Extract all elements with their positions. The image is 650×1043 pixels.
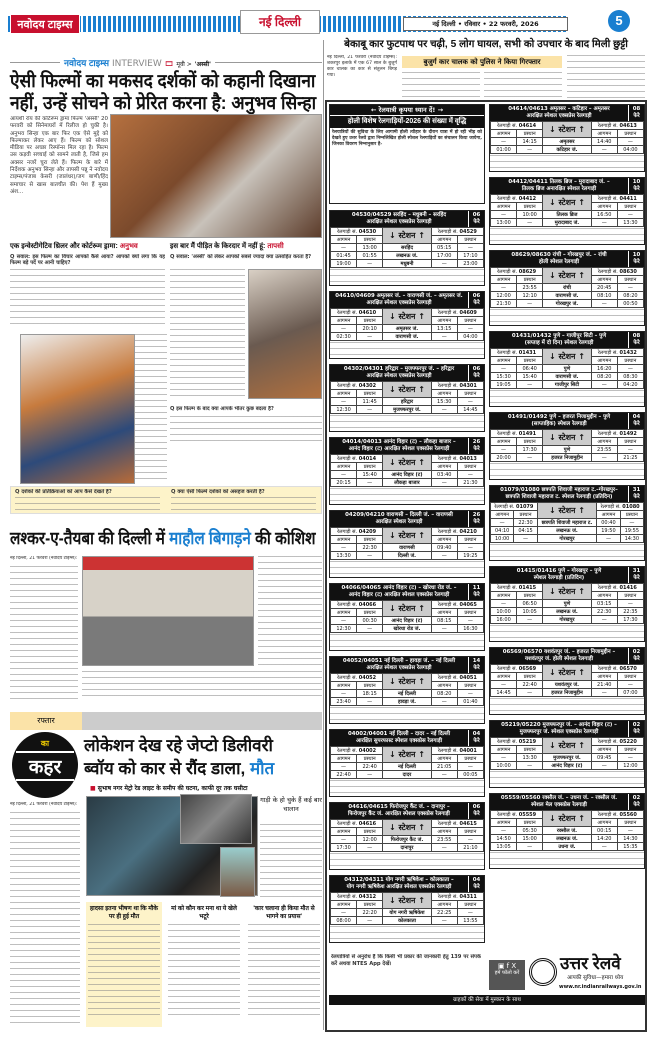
- train-header: 04052/04051 नई दिल्ली – हावड़ा जं. – नई दिल्ली आरक्षित स्पेशल एक्सप्रेस रेलगाड़ी 14 फेरे: [330, 657, 484, 673]
- social-icons[interactable]: ▣ f X: [497, 962, 517, 970]
- arrow-down-icon: ↓: [388, 385, 396, 394]
- train-05219-05220: [489, 720, 645, 788]
- train-notes: [330, 926, 484, 942]
- train-header: 04312/04311 योग नगरी ऋषिकेश – कोलकाता – योग नगरी ऋषिकेश आरक्षित स्पेशल एक्सप्रेस रेलगाड़ी 04 फेरे: [330, 876, 484, 892]
- arrow-down-icon: ↓: [388, 823, 396, 832]
- masthead: [8, 10, 638, 34]
- train-header: 01415/01416 पुणे – गोरखपुर – पुणे स्पेशल रेलगाड़ी (प्रतिदिन) 31 फेरे: [490, 567, 644, 583]
- train-notes: [330, 269, 484, 285]
- train-header: 05219/05220 मुजफ्फरपुर जं. – आनंद विहार (ट) – मुजफ्फरपुर जं. स्पेशल एक्सप्रेस रेलगाड़ी 02 फेरे: [490, 721, 644, 737]
- train-notes: [330, 853, 484, 869]
- train-header: 04014/04013 आनंद विहार (ट) – लौकहा बाजार – आनंद विहार (ट) आरक्षित स्पेशल एक्सप्रेस रेलगाड़ी 26 फेरे: [330, 438, 484, 454]
- arrow-down-icon: ↓: [388, 750, 396, 759]
- timetable-row: 17:30 — दानापुर — 21:10: [331, 844, 484, 852]
- answer-5: [171, 497, 316, 513]
- timetable-row: 10:00 — आनंद विहार (ट) — 12:00: [491, 762, 644, 770]
- headline-line-2: नहीं, उन्हें सोचने को प्रेरित करना है: अनुभव सिन्हा: [10, 92, 317, 113]
- train-notes: [330, 342, 484, 358]
- timetable: रेलगाड़ी सं. 04302 ↓ स्टेशन ↑ रेलगाड़ी सं. 04301 आगमन प्रस्थान आगमन प्रस्थान — 11:45 हरिद्वार 15:30 — 12:30 — मुजफ्फरपुर जं. — 14:45: [330, 381, 484, 414]
- train-notes: [490, 228, 644, 244]
- box-accident: हादसा इतना भीषण था कि मौके पर ही हुई मौत: [86, 902, 162, 1027]
- edition-tab: नई दिल्ली: [240, 10, 320, 34]
- train-header: 04412/04411 तिलक ब्रिज – मुरादाबाद जं. – तिलक ब्रिज अनारक्षित स्पेशल रेलगाड़ी 10 फेरे: [490, 178, 644, 194]
- answer-4: [15, 497, 160, 513]
- train-notes: [330, 707, 484, 723]
- side-body: [260, 824, 322, 897]
- timetable-row: 10:00 — गोरखपुर — 14:30: [491, 535, 644, 543]
- timetable: रेलगाड़ी सं. 08629 ↓ स्टेशन ↑ रेलगाड़ी सं. 08630 आगमन प्रस्थान आगमन प्रस्थान — 23:55 रांची 20:45 — 12:00 12:10 वाराणसी जं. 08:10 08:20 21:30 — गोरखपुर जं. — 00:50: [490, 267, 644, 308]
- timetable: रेलगाड़ी सं. 04412 ↓ स्टेशन ↑ रेलगाड़ी सं. 04411 आगमन प्रस्थान आगमन प्रस्थान — 10:00 तिलक ब्रिज 16:50 — 13:00 — मुरादाबाद जं. — 13:30: [490, 194, 644, 227]
- train-header: 08629/08630 रांची – गोरखपुर जं. – रांची होली स्पेशल रेलगाड़ी 10 फेरे: [490, 251, 644, 267]
- train-header: 06569/06570 यशवंतपुर जं. – हजरत निजामुद्दीन – यशवंतपुर जं. होली स्पेशल रेलगाड़ी 02 फेरे: [490, 648, 644, 664]
- timetable-row: 19:00 — मधुबनी — 23:00: [331, 260, 484, 268]
- timetable-row: — 13:30 मुजफ्फरपुर जं. 09:45 —: [491, 754, 644, 762]
- holi-title: होली विशेष रेलगाड़ियों-2026 की संख्या में वृद्धि: [330, 115, 484, 128]
- train-header: 04614/04613 अमृतसर – कटिहार – अमृतसर आरक्षित स्पेशल एक्सप्रेस रेलगाड़ी 08 फेरे: [490, 105, 644, 121]
- timetable: रेलगाड़ी सं. 05559 ↓ स्टेशन ↑ रेलगाड़ी सं. 05560 आगमन प्रस्थान आगमन प्रस्थान — 05:30 रक्सौल जं. 00:15 — 14:50 15:00 लखनऊ जं. 14:20 14:30 13:05 — उधना जं. — 15:35: [490, 810, 644, 851]
- train-header: 05559/05560 रक्सौल जं. – उधना जं. – रक्सौल जं. स्पेशल मेल एक्सप्रेस रेलगाड़ी 02 फेरे: [490, 794, 644, 810]
- timetable-row: — 17:30 पुणे 23:55 —: [491, 446, 644, 454]
- timetable: रेलगाड़ी सं. 04610 ↓ स्टेशन ↑ रेलगाड़ी सं. 04609 आगमन प्रस्थान आगमन प्रस्थान — 20:10 अमृतसर जं. 13:15 — 02:30 — वाराणसी जं. — 04:00: [330, 308, 484, 341]
- car-body-3: [567, 55, 645, 98]
- arrow-up-icon: ↑: [578, 814, 585, 823]
- train-notes: [490, 155, 644, 171]
- timetable-row: 15:30 15:40 वाराणसी जं. 08:20 08:30: [491, 373, 644, 381]
- arrow-up-icon: ↑: [418, 677, 425, 686]
- dateline: नई दिल्ली • रविवार • 22 फरवरी, 2026: [403, 17, 568, 31]
- raftar-bullet: ■ सुभाष नगर मेट्रो रेड लाइट के समीप की घटना, काफी दूर तक घसीटा: [90, 785, 248, 792]
- movie-title: 'अस्सी': [194, 61, 211, 68]
- box-quote: 'कार चलाना ही किया मौत से भागने का प्रयास': [246, 902, 322, 1027]
- arrow-up-icon: ↑: [578, 668, 585, 677]
- taapsee-photo: [248, 269, 322, 399]
- timetable: रेलगाड़ी सं. 01491 ↓ स्टेशन ↑ रेलगाड़ी सं. 01492 आगमन प्रस्थान आगमन प्रस्थान — 17:30 पुणे 23:55 — 20:00 — हजरत निजामुद्दीन — 21:25: [490, 429, 644, 462]
- arrow-down-icon: ↓: [548, 506, 556, 515]
- subhead-anubhav: एक इन्वेस्टीगेटिव थ्रिलर और कोर्टरूम ड्रामा: अनुभव: [10, 243, 138, 250]
- raftar-kicker: रफ्तार: [10, 712, 82, 730]
- train-04610-04609: [329, 291, 485, 359]
- timetable-row: — 00:30 आनंद विहार (ट) 08:15 —: [331, 617, 484, 625]
- train-08629-08630: [489, 250, 645, 326]
- train-header: 04610/04609 अमृतसर जं. – वाराणसी जं. – अमृतसर जं. आरक्षित स्पेशल एक्सप्रेस रेलगाड़ी 06 फेरे: [330, 292, 484, 308]
- timetable-row: — 12:00 फिरोजपुर कैंट जं. 23:55 —: [331, 836, 484, 844]
- lashkar-photo: [82, 556, 254, 666]
- train-notes: [490, 390, 644, 406]
- train-05559-05560: [489, 793, 645, 869]
- timetable-row: — 14:15 अमृतसर 14:40 —: [491, 138, 644, 146]
- paper-logo: नवोदय टाइम्स: [10, 14, 80, 34]
- train-notes: [490, 544, 644, 560]
- timetable-row: 20:00 — हजरत निजामुद्दीन — 21:25: [491, 454, 644, 462]
- arrow-up-icon: ↑: [418, 458, 425, 467]
- timetable-row: 16:00 — गोरखपुर — 17:30: [491, 616, 644, 624]
- nr-logo-sub: आपकी सुविधा—हमारा ध्येय: [567, 975, 624, 981]
- arrow-up-icon: ↑: [578, 271, 585, 280]
- timetable-row: 04:10 04:15 लखनऊ जं. 19:50 19:55: [491, 527, 644, 535]
- timetable-row: 21:30 — गोरखपुर जं. — 00:50: [491, 300, 644, 308]
- train-04052-04051: [329, 656, 485, 724]
- train-notes: [490, 698, 644, 714]
- arrow-up-icon: ↑: [578, 352, 585, 361]
- headline-line-1: ऐसी फिल्मों का मकसद दर्शकों को कहानी दिखाना: [10, 70, 316, 91]
- raftar-article: [10, 712, 322, 1032]
- raftar-headline: लोकेशन देख रहे जेप्टो डिलीवरी ब्वॉय को कार से रौंद डाला, मौत: [84, 736, 275, 778]
- train-06569-06570: [489, 647, 645, 715]
- timetable-row: — 11:45 हरिद्वार 15:30 —: [331, 398, 484, 406]
- timetable-row: 13:00 — मुरादाबाद जं. — 13:30: [491, 219, 644, 227]
- train-notes: [330, 634, 484, 650]
- arrow-down-icon: ↓: [388, 896, 396, 905]
- timetable-row: — 05:30 रक्सौल जं. 00:15 —: [491, 827, 644, 835]
- arrow-down-icon: ↓: [388, 458, 396, 467]
- car-body-2: [484, 72, 562, 98]
- arrow-down-icon: ↓: [548, 352, 556, 361]
- interview-tagline: [60, 56, 215, 69]
- interview-brand: नवोदय टाइम्स: [64, 58, 110, 68]
- question-3: Q इस फिल्म के बाद क्या आपके भीतर कुछ बदला है?: [170, 406, 274, 412]
- box-mother: मां को कौन कर मना था ये खेले भटूरे: [166, 902, 242, 1027]
- page-number: 5: [608, 10, 630, 32]
- timetable-row: — 20:10 अमृतसर जं. 13:15 —: [331, 325, 484, 333]
- timetable-row: — 22:40 यशवंतपुर जं. 21:40 —: [491, 681, 644, 689]
- train-notes: [490, 309, 644, 325]
- arrow-up-icon: ↑: [578, 506, 585, 515]
- timetable: रेलगाड़ी सं. 04616 ↓ स्टेशन ↑ रेलगाड़ी सं. 04615 आगमन प्रस्थान आगमन प्रस्थान — 12:00 फिरोजपुर कैंट जं. 23:55 — 17:30 — दानापुर — 21:10: [330, 819, 484, 852]
- question-5: Q क्या ऐसी फिल्में दर्शकों को असहज करती हैं?: [171, 489, 265, 495]
- interview-photo: [110, 114, 322, 238]
- timetable-row: 12:30 — खोरधा रोड जं. — 16:30: [331, 625, 484, 633]
- train-header: 01491/01492 पुणे – हजरत निजामुद्दीन – पुणे (साप्ताहिक) स्पेशल रेलगाड़ी 04 फेरे: [490, 413, 644, 429]
- train-04302-04301: [329, 364, 485, 432]
- arrow-down-icon: ↓: [548, 814, 556, 823]
- timetable: रेलगाड़ी सं. 04066 ↓ स्टेशन ↑ रेलगाड़ी सं. 04065 आगमन प्रस्थान आगमन प्रस्थान — 00:30 आनंद विहार (ट) 08:15 — 12:30 — खोरधा रोड जं. — 16:30: [330, 600, 484, 633]
- rail-footer-note: रेलयात्रियों से अनुरोध है कि किसी भी प्रकार की जानकारी हेतु 139 पर संपर्क करें अथवा NTES App देखें।: [331, 954, 481, 967]
- interview-intro: आयशी रॉय की कोर्टरूम ड्रामा फिल्म 'अस्सी' 20 फरवरी को सिनेमाघरों में रिलीज हो चुकी है। अनुभव सिन्हा एक बार फिर एक ऐसे मुद्दे को फिल्माकर लेकर आए हैं। फिल्म को सोशल मीडिया पर अच्छा रिस्पॉन्स मिल रहा है। फिल्म उस कड़वी सच्चाई को सामने लाती है, जिसे हम अक्सर नजरें चुरा लेते हैं। फिल्म के बारे में निर्देशक अनुभव सिन्हा और तापसी पन्नू ने नवोदय टाइम्स/पंजाब केसरी (जालंधर)/जग बाणी/हिंद समाचार से खास बातचीत की। पेश हैं मुख्य अंश...: [10, 116, 108, 195]
- timetable: रेलगाड़ी सं. 01431 ↓ स्टेशन ↑ रेलगाड़ी सं. 01432 आगमन प्रस्थान आगमन प्रस्थान — 06:40 पुणे 16:20 — 15:30 15:40 वाराणसी जं. 08:20 08:30 19:05 — गाजीपुर सिटी — 04:20: [490, 348, 644, 389]
- timetable-row: 01:45 01:55 लखनऊ जं. 17:00 17:10: [331, 252, 484, 260]
- timetable-row: 19:05 — गाजीपुर सिटी — 04:20: [491, 381, 644, 389]
- arrow-down-icon: ↓: [388, 312, 396, 321]
- movie-label: मूवी >: [176, 61, 192, 68]
- arrow-down-icon: ↓: [388, 604, 396, 613]
- timetable-row: 08:00 — कोलकाता — 13:55: [331, 917, 484, 925]
- nr-website[interactable]: www.nr.indianrailways.gov.in: [559, 984, 642, 990]
- interview-tag: INTERVIEW: [112, 59, 162, 69]
- timetable-row: 12:30 — मुजफ्फरपुर जं. — 14:45: [331, 406, 484, 414]
- railway-ad: [325, 100, 647, 1032]
- arrow-up-icon: ↑: [418, 385, 425, 394]
- train-04614-04613: [489, 104, 645, 172]
- timetable-row: — 06:50 पुणे 03:15 —: [491, 600, 644, 608]
- timetable-row: — 10:00 तिलक ब्रिज 16:50 —: [491, 211, 644, 219]
- timetable-row: 23:40 — हावड़ा जं. — 01:40: [331, 698, 484, 706]
- train-04412-04411: [489, 177, 645, 245]
- column-divider: [323, 40, 324, 1030]
- timetable: रेलगाड़ी सं. 01079 ↓ स्टेशन ↑ रेलगाड़ी सं. 01080 आगमन प्रस्थान आगमन प्रस्थान — 22:30 छत्रपति शिवाजी महाराज ट. 00:40 — 04:10 04:15 लखनऊ जं. 19:50 19:55 10:00 — गोरखपुर — 14:30: [490, 502, 644, 543]
- kahar-badge: का कहर: [12, 732, 78, 798]
- holi-intro: रेलयात्रियों की सुविधा के लिए आगामी होली त्यौहार के दौरान यात्रा में हो रही भीड़ को देखते हुए उत्तर रेलवे द्वारा निम्नलिखित होली स्पेशल रेलगाड़ियों का संचालन किया जायेगा, जिनका विवरण निम्नानुसार है-: [332, 130, 482, 147]
- timetable-row: — 22:30 छत्रपति शिवाजी महाराज ट. 00:40 —: [491, 519, 644, 527]
- timetable: रेलगाड़ी सं. 05219 ↓ स्टेशन ↑ रेलगाड़ी सं. 05220 आगमन प्रस्थान आगमन प्रस्थान — 13:30 मुजफ्फरपुर जं. 09:45 — 10:00 — आनंद विहार (ट) — 12:00: [490, 737, 644, 770]
- train-header: 04066/04065 आनंद विहार (ट) – खोरधा रोड जं. – आनंद विहार (ट) आरक्षित स्पेशल एक्सप्रेस रेलगाड़ी 11 फेरे: [330, 584, 484, 600]
- question-2: Q सवाल: 'अस्सी' को लेकर आपको सबसे ज्यादा क्या उत्साहित करता है?: [170, 254, 312, 260]
- train-04530-04529: [329, 210, 485, 286]
- timetable-row: — 22:20 योग नगरी ऋषिकेश 22:25 —: [331, 909, 484, 917]
- timetable-row: — 22:30 वाराणसी 09:40 —: [331, 544, 484, 552]
- train-04312-04311: [329, 875, 485, 943]
- question-4: Q दर्शकों की प्रतिक्रियाओं को आप कैसे देखते हैं?: [15, 489, 112, 495]
- interview-section: [10, 54, 322, 514]
- train-notes: [330, 780, 484, 796]
- interview-headline: [10, 70, 322, 114]
- arrow-up-icon: ↑: [418, 531, 425, 540]
- train-header: 01431/01432 पुणे – गाजीपुर सिटी – पुणे (सप्ताह में दो दिन) स्पेशल रेलगाड़ी 08 फेरे: [490, 332, 644, 348]
- car-body-1: [402, 72, 480, 98]
- follow-label: हमें फॉलो करें: [494, 970, 520, 976]
- arrow-down-icon: ↓: [388, 531, 396, 540]
- train-header: 04209/04210 वाराणसी – दिल्ली जं. – वाराणसी आरक्षित स्पेशल रेलगाड़ी 26 फेरे: [330, 511, 484, 527]
- train-01415-01416: [489, 566, 645, 642]
- timetable-row: — 06:40 पुणे 16:20 —: [491, 365, 644, 373]
- timetable-row: 20:15 — लौकहा बाजार — 21:30: [331, 479, 484, 487]
- nr-logo: उत्तर रेलवे: [560, 954, 621, 973]
- timetable: रेलगाड़ी सं. 01415 ↓ स्टेशन ↑ रेलगाड़ी सं. 01416 आगमन प्रस्थान आगमन प्रस्थान — 06:50 पुणे 03:15 — 10:00 10:05 लखनऊ जं. 22:30 22:35 16:00 — गोरखपुर — 17:30: [490, 583, 644, 624]
- arrow-down-icon: ↓: [548, 271, 556, 280]
- timetable-row: — 13:00 सरहिंद 05:15 —: [331, 244, 484, 252]
- nr-emblem-icon: [529, 958, 557, 986]
- arrow-down-icon: ↓: [548, 587, 556, 596]
- timetable-row: 10:00 10:05 लखनऊ जं. 22:30 22:35: [491, 608, 644, 616]
- arrow-up-icon: ↑: [418, 750, 425, 759]
- train-header: 04616/04615 फिरोजपुर कैंट जं. – दानापुर – फिरोजपुर कैंट जं. आरक्षित स्पेशल एक्सप्रेस रेलगाड़ी 06 फेरे: [330, 803, 484, 819]
- arrow-up-icon: ↑: [578, 587, 585, 596]
- train-04002-04001: [329, 729, 485, 797]
- train-01079-01080: [489, 485, 645, 561]
- anubhav-photo: [20, 334, 135, 484]
- question-1: Q सवाल: इस फिल्म का विचार आपको कैसे आया? आपको क्यों लगा कि यह फिल्म बड़े पर्दे पर आनी चाहिए?: [10, 254, 165, 266]
- train-notes: [490, 625, 644, 641]
- timetable-row: 01:00 — कटिहार जं. — 04:00: [491, 146, 644, 154]
- timetable-row: 14:45 — हजरत निजामुद्दीन — 07:00: [491, 689, 644, 697]
- attention-banner: ← रेलयात्री कृपया ध्यान दें! →: [330, 105, 484, 115]
- train-header: 04002/04001 नई दिल्ली – दादर – नई दिल्ली आरक्षित सुपरफास्ट स्पेशल एक्सप्रेस रेलगाड़ी 04 फेरे: [330, 730, 484, 746]
- timetable-row: 02:30 — वाराणसी जं. — 04:00: [331, 333, 484, 341]
- lashkar-article: [10, 526, 322, 704]
- car-inset-photo: [180, 794, 252, 844]
- timetable-row: — 15:40 आनंद विहार (ट) 03:40 —: [331, 471, 484, 479]
- arrow-down-icon: ↓: [548, 668, 556, 677]
- timetable: रेलगाड़ी सं. 04209 ↓ स्टेशन ↑ रेलगाड़ी सं. 04210 आगमन प्रस्थान आगमन प्रस्थान — 22:30 वाराणसी 09:40 — 13:30 — दिल्ली जं. — 19:25: [330, 527, 484, 560]
- train-header: 01079/01080 छत्रपति शिवाजी महाराज ट.–गोरखपुर– छत्रपति शिवाजी महाराज ट. स्पेशल रेलगाड़ी (प्रतिदिन) 31 फेरे: [490, 486, 644, 502]
- arrow-down-icon: ↓: [548, 433, 556, 442]
- nr-tagline: ग्राहकों की सेवा में मुस्कान के साथ: [329, 995, 645, 1005]
- arrow-up-icon: ↑: [418, 896, 425, 905]
- arrow-down-icon: ↓: [388, 231, 396, 240]
- arrow-down-icon: ↓: [548, 125, 556, 134]
- answer-1: [10, 269, 165, 329]
- timetable-row: 13:30 — दिल्ली जं. — 19:25: [331, 552, 484, 560]
- timetable: रेलगाड़ी सं. 06569 ↓ स्टेशन ↑ रेलगाड़ी सं. 06570 आगमन प्रस्थान आगमन प्रस्थान — 22:40 यशवंतपुर जं. 21:40 — 14:45 — हजरत निजामुद्दीन — 07:00: [490, 664, 644, 697]
- car-article: [327, 38, 645, 98]
- arrow-down-icon: ↓: [548, 741, 556, 750]
- train-header: 04530/04529 सरहिंद – मधुबनी – सरहिंद आरक्षित स्पेशल एक्सप्रेस रेलगाड़ी 06 फेरे: [330, 211, 484, 227]
- arrow-up-icon: ↑: [578, 125, 585, 134]
- timetable-row: — 18:15 नई दिल्ली 08:20 —: [331, 690, 484, 698]
- train-column-left: [329, 210, 485, 948]
- subhead-taapsee: इस बार मैं पीड़ित के किरदार में नहीं हूं: तापसी: [170, 243, 284, 250]
- timetable: रेलगाड़ी सं. 04052 ↓ स्टेशन ↑ रेलगाड़ी सं. 04051 आगमन प्रस्थान आगमन प्रस्थान — 18:15 नई दिल्ली 08:20 — 23:40 — हावड़ा जं. — 01:40: [330, 673, 484, 706]
- train-04014-04013: [329, 437, 485, 505]
- train-notes: [330, 415, 484, 431]
- timetable: रेलगाड़ी सं. 04530 ↓ स्टेशन ↑ रेलगाड़ी सं. 04529 आगमन प्रस्थान आगमन प्रस्थान — 13:00 सरहिंद 05:15 — 01:45 01:55 लखनऊ जं. 17:00 17:10 19:00 — मधुबनी — 23:00: [330, 227, 484, 268]
- train-notes: [330, 488, 484, 504]
- train-notes: [490, 463, 644, 479]
- answer-1-cont: [135, 334, 167, 484]
- social-box: [489, 960, 525, 990]
- victim-photo: [220, 847, 255, 897]
- answer-2: [170, 269, 245, 399]
- car-subhead: बुजुर्ग कार चालक को पुलिस ने किया गिरफ्तार: [402, 56, 562, 68]
- timetable-row: 12:00 12:10 वाराणसी जं. 08:10 08:20: [491, 292, 644, 300]
- timetable-row: — 23:55 रांची 20:45 —: [491, 284, 644, 292]
- train-column-right: [489, 104, 645, 954]
- lashkar-body-bottom: [82, 671, 322, 701]
- lashkar-headline: लश्कर-ए-तैयबा की दिल्ली में माहौल बिगाड़ने की कोशिश: [10, 528, 316, 548]
- arrow-up-icon: ↑: [418, 823, 425, 832]
- film-reel-icon: 🎞: [164, 60, 174, 68]
- arrow-up-icon: ↑: [418, 312, 425, 321]
- timetable: रेलगाड़ी सं. 04002 ↓ स्टेशन ↑ रेलगाड़ी सं. 04001 आगमन प्रस्थान आगमन प्रस्थान — 22:40 नई दिल्ली 21:05 — 22:40 — दादर — 00:05: [330, 746, 484, 779]
- arrow-up-icon: ↑: [578, 198, 585, 207]
- vehicle-side-head: गाड़ी के हो चुके हैं कई बार चालान: [260, 796, 322, 813]
- timetable-row: 22:40 — दादर — 00:05: [331, 771, 484, 779]
- train-notes: [490, 852, 644, 868]
- arrow-up-icon: ↑: [418, 604, 425, 613]
- timetable: रेलगाड़ी सं. 04614 ↓ स्टेशन ↑ रेलगाड़ी सं. 04613 आगमन प्रस्थान आगमन प्रस्थान — 14:15 अमृतसर 14:40 — 01:00 — कटिहार जं. — 04:00: [490, 121, 644, 154]
- train-04066-04065: [329, 583, 485, 651]
- timetable-row: 14:50 15:00 लखनऊ जं. 14:20 14:30: [491, 835, 644, 843]
- lashkar-lead: नई दिल्ली, 21 फरवरी (नवोदय टाइम्स):: [10, 556, 78, 561]
- raftar-body: [10, 812, 80, 1027]
- timetable-row: — 22:40 नई दिल्ली 21:05 —: [331, 763, 484, 771]
- arrow-up-icon: ↑: [578, 433, 585, 442]
- arrow-up-icon: ↑: [578, 741, 585, 750]
- lashkar-body-left: [10, 566, 78, 701]
- timetable: रेलगाड़ी सं. 04312 ↓ स्टेशन ↑ रेलगाड़ी सं. 04311 आगमन प्रस्थान आगमन प्रस्थान — 22:20 योग नगरी ऋषिकेश 22:25 — 08:00 — कोलकाता — 13:55: [330, 892, 484, 925]
- arrow-down-icon: ↓: [388, 677, 396, 686]
- car-lead: नई दिल्ली, 21 फरवरी (नवोदय टाइम्स): शकरपुर इलाके में एक 67 साल के बुजुर्ग कार चालक का कार से संतुलन बिगड़ गया।: [327, 55, 397, 78]
- train-header: 04302/04301 हरिद्वार – मुजफ्फरपुर जं. – हरिद्वार आरक्षित स्पेशल एक्सप्रेस रेलगाड़ी 06 फेरे: [330, 365, 484, 381]
- train-notes: [490, 771, 644, 787]
- qa-box: [10, 486, 322, 514]
- holi-notice: [329, 104, 485, 204]
- train-01431-01432: [489, 331, 645, 407]
- arrow-down-icon: ↓: [548, 198, 556, 207]
- timetable: रेलगाड़ी सं. 04014 ↓ स्टेशन ↑ रेलगाड़ी सं. 04013 आगमन प्रस्थान आगमन प्रस्थान — 15:40 आनंद विहार (ट) 03:40 — 20:15 — लौकहा बाजार — 21:30: [330, 454, 484, 487]
- answer-3: [170, 416, 322, 446]
- arrow-up-icon: ↑: [418, 231, 425, 240]
- raftar-lead: नई दिल्ली, 21 फरवरी (नवोदय टाइम्स):: [10, 802, 78, 807]
- train-04209-04210: [329, 510, 485, 578]
- train-04616-04615: [329, 802, 485, 870]
- lashkar-body-right: [258, 556, 322, 666]
- train-01491-01492: [489, 412, 645, 480]
- car-headline: बेकाबू कार फुटपाथ पर चढ़ी, 5 लोग घायल, सभी को उपचार के बाद मिली छुट्टी: [344, 39, 628, 50]
- timetable-row: 13:05 — उधना जं. — 15:35: [491, 843, 644, 851]
- train-notes: [330, 561, 484, 577]
